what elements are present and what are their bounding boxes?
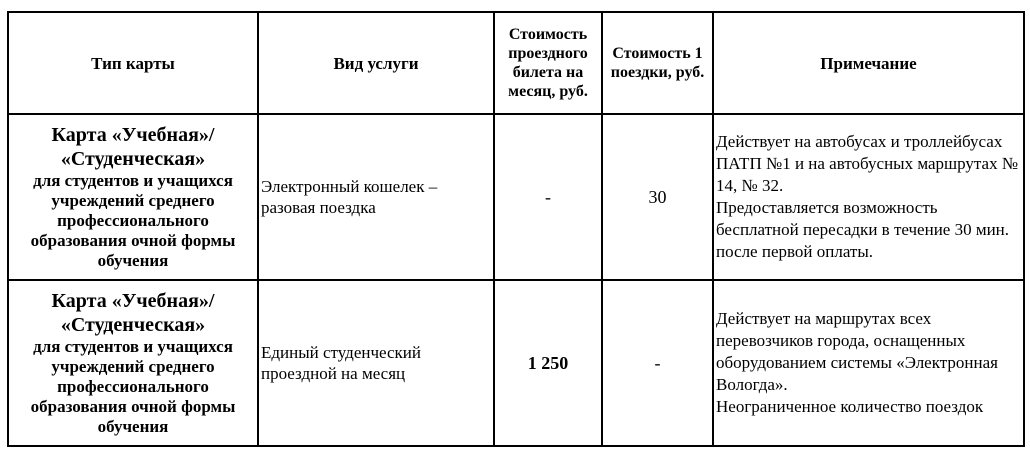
note-cell <box>713 114 1024 280</box>
header-monthly-price: Стоимость проездного билета на месяц, руб. <box>494 12 602 114</box>
note-cell <box>713 280 1024 446</box>
table-header-row <box>8 12 1024 114</box>
table-row <box>8 114 1024 280</box>
card-title: Карта «Учебная»/ «Студенческая» <box>51 290 215 336</box>
header-service: Вид услуги <box>258 12 494 114</box>
table-row <box>8 280 1024 446</box>
header-card-type: Тип карты <box>8 12 258 114</box>
note-line: Действует на маршрутах всех перевозчиков города, оснащенных оборудованием системы «Электронная Вологда». <box>716 309 998 394</box>
card-type-cell <box>8 280 258 446</box>
card-description: для студентов и учащихся учреждений среднего профессионального образования очной формы обучения <box>30 171 236 270</box>
trip-price-cell: 30 <box>602 114 713 280</box>
service-cell: Электронный кошелек – разовая поездка <box>258 114 494 280</box>
card-title: Карта «Учебная»/ «Студенческая» <box>51 124 215 170</box>
monthly-price-cell: - <box>494 114 602 280</box>
note-line: Действует на автобусах и троллейбусах ПАТП №1 и на автобусных маршрутах № 14, № 32. <box>716 132 1019 195</box>
header-trip-price: Стоимость 1 поездки, руб. <box>602 12 713 114</box>
header-note: Примечание <box>713 12 1024 114</box>
note-line: Предоставляется возможность бесплатной пересадки в течение 30 мин. после первой оплаты. <box>716 198 1010 261</box>
service-cell: Единый студенческий проездной на месяц <box>258 280 494 446</box>
monthly-price-cell: 1 250 <box>494 280 602 446</box>
card-type-cell <box>8 114 258 280</box>
fare-table <box>7 11 1025 447</box>
trip-price-cell: - <box>602 280 713 446</box>
card-description: для студентов и учащихся учреждений среднего профессионального образования очной формы обучения <box>30 337 236 436</box>
note-line: Неограниченное количество поездок <box>716 397 984 416</box>
